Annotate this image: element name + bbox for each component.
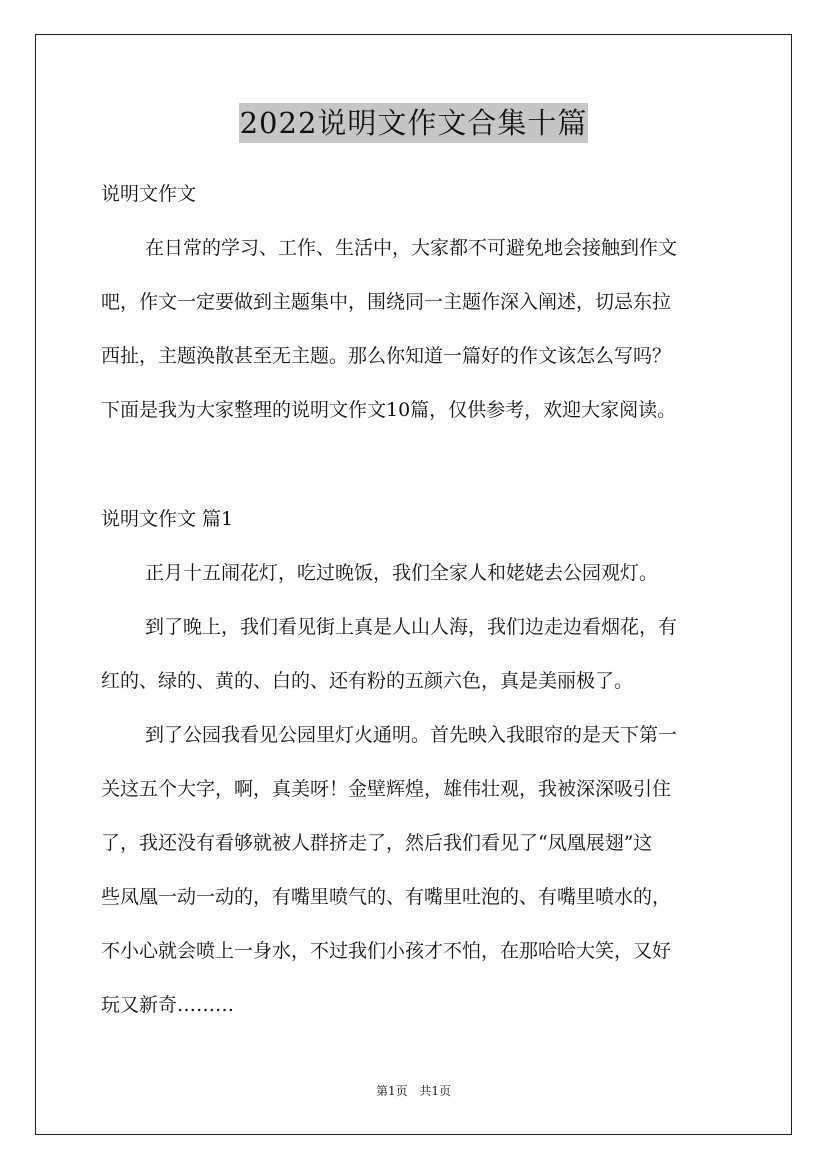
intro-line: 在日常的学习、工作、生活中，大家都不可避免地会接触到作文 <box>145 237 678 259</box>
page-footer <box>0 1083 827 1099</box>
essay-line: 了，我还没有看够就被人群挤走了，然后我们看见了“凤凰展翅”这 <box>101 832 653 854</box>
document-title: 2022说明文作文合集十篇 <box>239 103 589 143</box>
essay-line: 到了晚上，我们看见街上真是人山人海，我们边走边看烟花，有 <box>145 616 678 638</box>
essay-line: 玩又新奇……… <box>101 994 235 1016</box>
section-heading: 说明文作文 <box>101 183 197 205</box>
intro-line: 吧，作文一定要做到主题集中，围绕同一主题作深入阐述，切忌东拉 <box>101 291 672 313</box>
essay-heading: 说明文作文 篇1 <box>101 508 234 530</box>
essay-line: 红的、绿的、黄的、白的、还有粉的五颜六色，真是美丽极了。 <box>101 670 634 692</box>
essay-line: 关这五个大字，啊，真美呀！金壁辉煌，雄伟壮观，我被深深吸引住 <box>101 778 672 800</box>
essay-line: 不小心就会喷上一身水，不过我们小孩才不怕，在那哈哈大笑，又好 <box>101 940 672 962</box>
title-container <box>0 103 827 143</box>
page-total: 共1页 <box>419 1084 452 1098</box>
essay-line: 到了公园我看见公园里灯火通明。首先映入我眼帘的是天下第一 <box>145 724 678 746</box>
essay-line: 些凤凰一动一动的，有嘴里喷气的、有嘴里吐泡的、有嘴里喷水的， <box>101 886 672 908</box>
essay-line: 正月十五闹花灯，吃过晚饭，我们全家人和姥姥去公园观灯。 <box>145 562 659 584</box>
page-number: 第1页 <box>375 1084 408 1098</box>
intro-line: 西扯，主题涣散甚至无主题。那么你知道一篇好的作文该怎么写吗？ <box>101 345 672 367</box>
intro-line: 下面是我为大家整理的说明文作文10篇，仅供参考，欢迎大家阅读。 <box>101 399 677 421</box>
